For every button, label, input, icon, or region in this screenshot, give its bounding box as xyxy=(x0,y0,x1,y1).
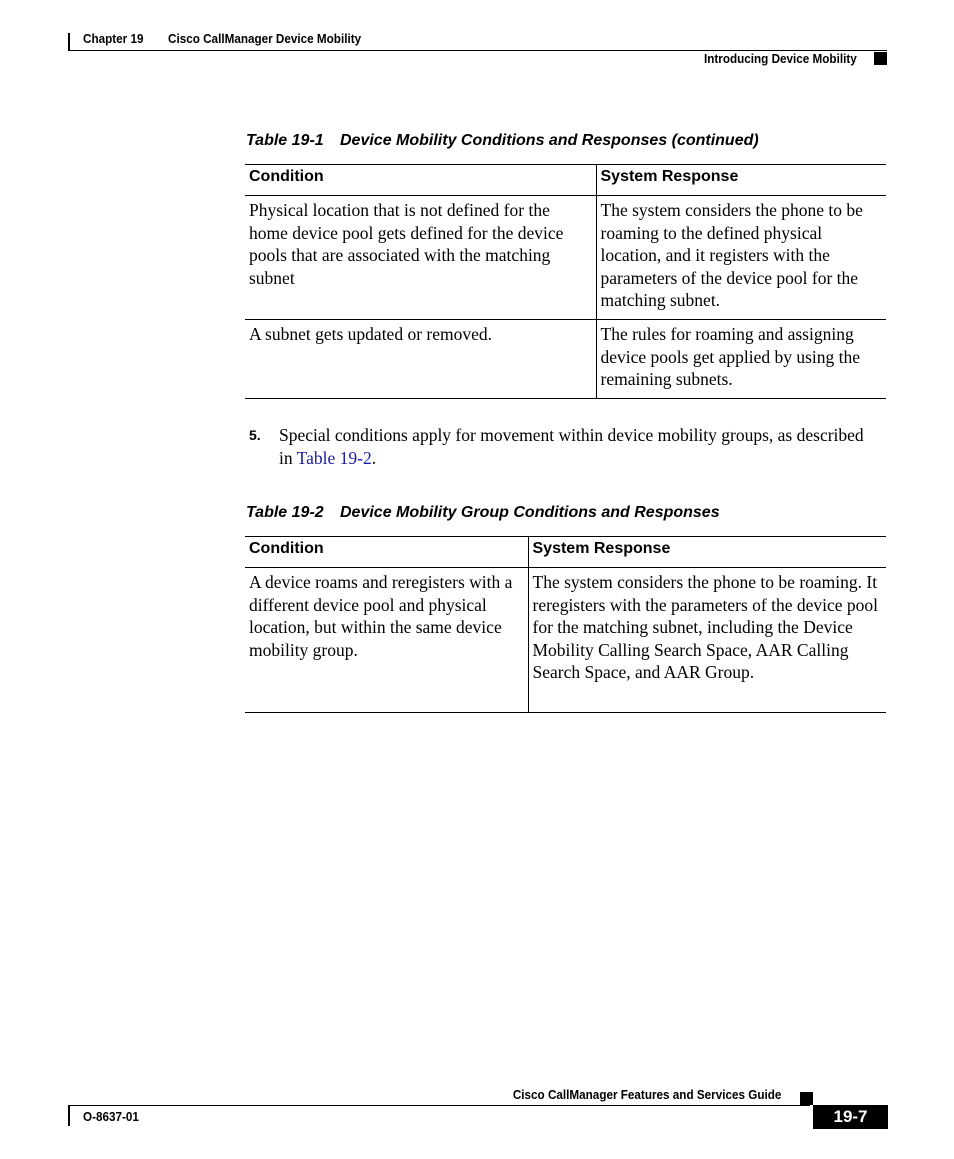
table2-row1-response: The system considers the phone to be roaming. It reregisters with the parameters of the device pool for the matching subnet, including the Device Mobility Calling Search Space, AAR Calling Search Space, and AAR Group. xyxy=(528,568,886,713)
table-row xyxy=(245,568,886,713)
table2-number: Table 19-2 xyxy=(246,504,324,521)
table1-row2-condition: A subnet gets updated or removed. xyxy=(245,319,596,398)
table2-caption xyxy=(246,504,720,522)
table2 xyxy=(245,536,886,713)
header-section-title: Introducing Device Mobility xyxy=(704,51,857,66)
table1-row1-response: The system considers the phone to be roaming to the defined physical location, and it registers with the parameters of the device pool for the matching subnet. xyxy=(596,196,886,320)
header-chapter-title: Cisco CallManager Device Mobility xyxy=(168,31,362,46)
table1-title: Device Mobility Conditions and Responses (continued) xyxy=(340,132,759,149)
footer-doc-number: O-8637-01 xyxy=(83,1109,139,1124)
table2-col-response: System Response xyxy=(528,537,886,568)
step-text-after: . xyxy=(371,448,377,468)
table-row xyxy=(245,319,886,398)
header-marker-square xyxy=(874,52,887,65)
table-cross-reference-link[interactable]: Table 19-2 xyxy=(296,448,372,468)
step-number: 5. xyxy=(249,427,261,443)
table1-row1-condition: Physical location that is not defined for the home device pool gets defined for the device pools that are associated with the matching subnet xyxy=(245,196,596,320)
table1-caption xyxy=(246,132,759,150)
table1-number: Table 19-1 xyxy=(246,132,324,149)
table1-header-row xyxy=(245,165,886,196)
step-text-before: Special conditions apply for movement within device mobility groups, as described in xyxy=(279,425,864,468)
table1 xyxy=(245,164,886,399)
table1-row2-response: The rules for roaming and assigning device pools get applied by using the remaining subnets. xyxy=(596,319,886,398)
footer-guide-title: Cisco CallManager Features and Services Guide xyxy=(512,1087,781,1102)
footer-left-bar xyxy=(68,1106,70,1126)
table2-row1-condition: A device roams and reregisters with a different device pool and physical location, but within the same device mobility group. xyxy=(245,568,528,713)
table2-title: Device Mobility Group Conditions and Responses xyxy=(340,504,720,521)
table-row xyxy=(245,196,886,320)
table2-col-condition: Condition xyxy=(245,537,528,568)
table1-col-condition: Condition xyxy=(245,165,596,196)
header-chapter: Chapter 19 xyxy=(83,31,144,46)
footer-rule xyxy=(68,1105,810,1106)
footer-marker-square xyxy=(800,1092,813,1105)
table2-header-row xyxy=(245,537,886,568)
page-number: 19-7 xyxy=(813,1105,888,1129)
table1-col-response: System Response xyxy=(596,165,886,196)
header-left-bar xyxy=(68,33,70,51)
step-text xyxy=(279,424,879,470)
